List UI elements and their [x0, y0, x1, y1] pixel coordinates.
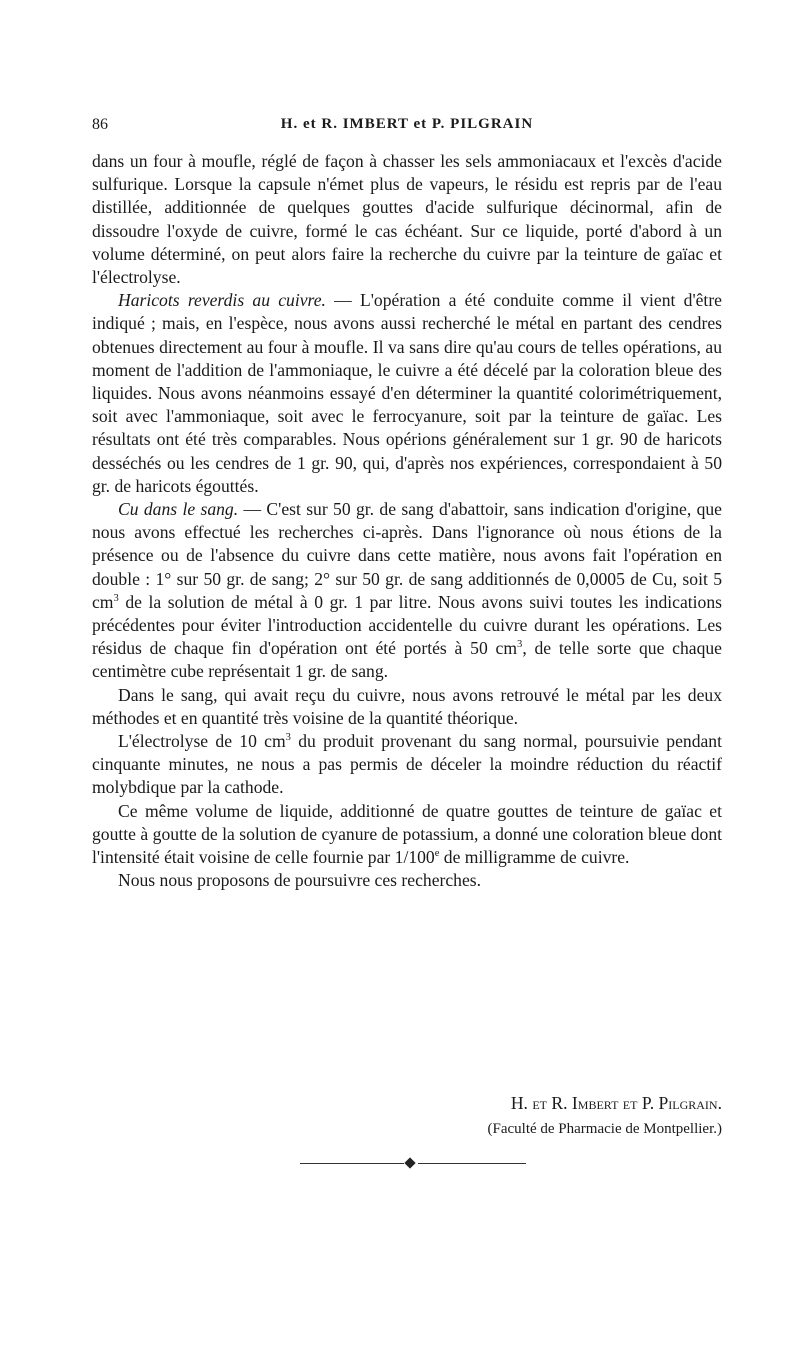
paragraph-1	[92, 150, 722, 289]
signature-names	[92, 1093, 722, 1114]
paragraph-7-text: Nous nous proposons de poursuivre ces recherches.	[118, 870, 482, 891]
article-body	[92, 150, 722, 893]
superscript: e	[434, 848, 440, 860]
paragraph-sang-text-c: , de telle sorte que chaque centimètre cube représentait 1 gr. de sang.	[92, 638, 722, 682]
paragraph-6	[92, 800, 722, 870]
ornament-rule-right	[418, 1163, 526, 1164]
section-title-haricots: Haricots reverdis au cuivre.	[118, 290, 326, 311]
paragraph-sang-text-b: de la solution de métal à 0 gr. 1 par litre. Nous avons suivi toutes les indications précédentes pour éviter l'introduction accidentelle du cuivre durant les opérations. Les résidus de chaque fin d'opération ont été portés à 50 cm	[92, 591, 722, 659]
paragraph-4	[92, 684, 722, 730]
signature-affiliation: (Faculté de Pharmacie de Montpellier.)	[487, 1121, 722, 1137]
superscript: 3	[285, 732, 291, 744]
paragraph-haricots	[92, 289, 722, 498]
paragraph-sang	[92, 498, 722, 684]
paragraph-5	[92, 730, 722, 800]
running-title: H. et R. IMBERT et P. PILGRAIN	[280, 116, 534, 132]
paragraph-6-text-b: de milligramme de cuivre.	[439, 847, 630, 868]
running-header	[92, 116, 722, 138]
superscript: 3	[517, 639, 523, 651]
paragraph-1-text: dans un four à moufle, réglé de façon à chasser les sels ammoniacaux et l'excès d'acide sulfurique. Lorsque la capsule n'émet plus de vapeurs, le résidu est repris par de l'eau distillée, additionnée de quelques gouttes d'acide sulfurique décinormal, afin de dissoudre l'oxyde de cuivre, formé le cas échéant. Sur ce liquide, porté d'abord à un volume déterminé, on peut alors faire la recherche du cuivre par la teinture de gaïac et l'électrolyse.	[92, 151, 722, 288]
superscript: 3	[113, 593, 119, 604]
paragraph-5-text-a: L'électrolyse de 10 cm	[118, 731, 286, 752]
ornament-rule-left	[300, 1163, 404, 1164]
paragraph-4-text: Dans le sang, qui avait reçu du cuivre, nous avons retrouvé le métal par les deux méthodes et en quantité très voisine de la quantité théorique.	[92, 684, 722, 728]
page-number: 86	[92, 116, 108, 133]
end-ornament	[300, 1157, 526, 1171]
signature-names-text: H. et R. Imbert et P. Pilgrain.	[510, 1093, 722, 1113]
paragraph-haricots-text: — L'opération a été conduite comme il vient d'être indiqué ; mais, en l'espèce, nous avons aussi recherché le métal en partant des cendres obtenues directement au four à moufle. Il va sans dire qu'au cours de telles opérations, au moment de l'addition de l'ammoniaque, le cuivre a été décelé par la coloration bleue des liquides. Nous avons néanmoins essayé d'en déterminer la quantité colorimétriquement, soit avec l'ammoniaque, soit avec le ferrocyanure, soit par la teinture de gaïac. Les résultats ont été très comparables. Nous opérions généralement sur 1 gr. 90 de haricots desséchés ou les cendres de 1 gr. 90, qui, d'après nos expériences, correspondaient à 50 gr. de haricots égouttés.	[92, 290, 722, 496]
paragraph-6-text-a: Ce même volume de liquide, additionné de quatre gouttes de teinture de gaïac et goutte à goutte de la solution de cyanure de potassium, a donné une coloration bleue dont l'intensité était voisine de celle fournie par 1/100	[92, 800, 722, 868]
paragraph-5-text-b: du produit provenant du sang normal, poursuivie pendant cinquante minutes, ne nous a pas permis de déceler la moindre réduction du réactif molybdique par la cathode.	[92, 731, 722, 798]
diamond-icon	[404, 1157, 415, 1168]
paragraph-7	[92, 869, 722, 892]
paragraph-sang-text-a: — C'est sur 50 gr. de sang d'abattoir, sans indication d'origine, que nous avons effectué les recherches ci-après. Dans l'ignorance où nous étions de la présence ou de l'absence du cuivre dans cette matière, nous avons fait l'opération en double : 1° sur 50 gr. de sang; 2° sur 50 gr. de sang additionnés de 0,0005 de Cu, soit 5 cm	[92, 499, 722, 612]
section-title-sang: Cu dans le sang.	[118, 499, 239, 520]
